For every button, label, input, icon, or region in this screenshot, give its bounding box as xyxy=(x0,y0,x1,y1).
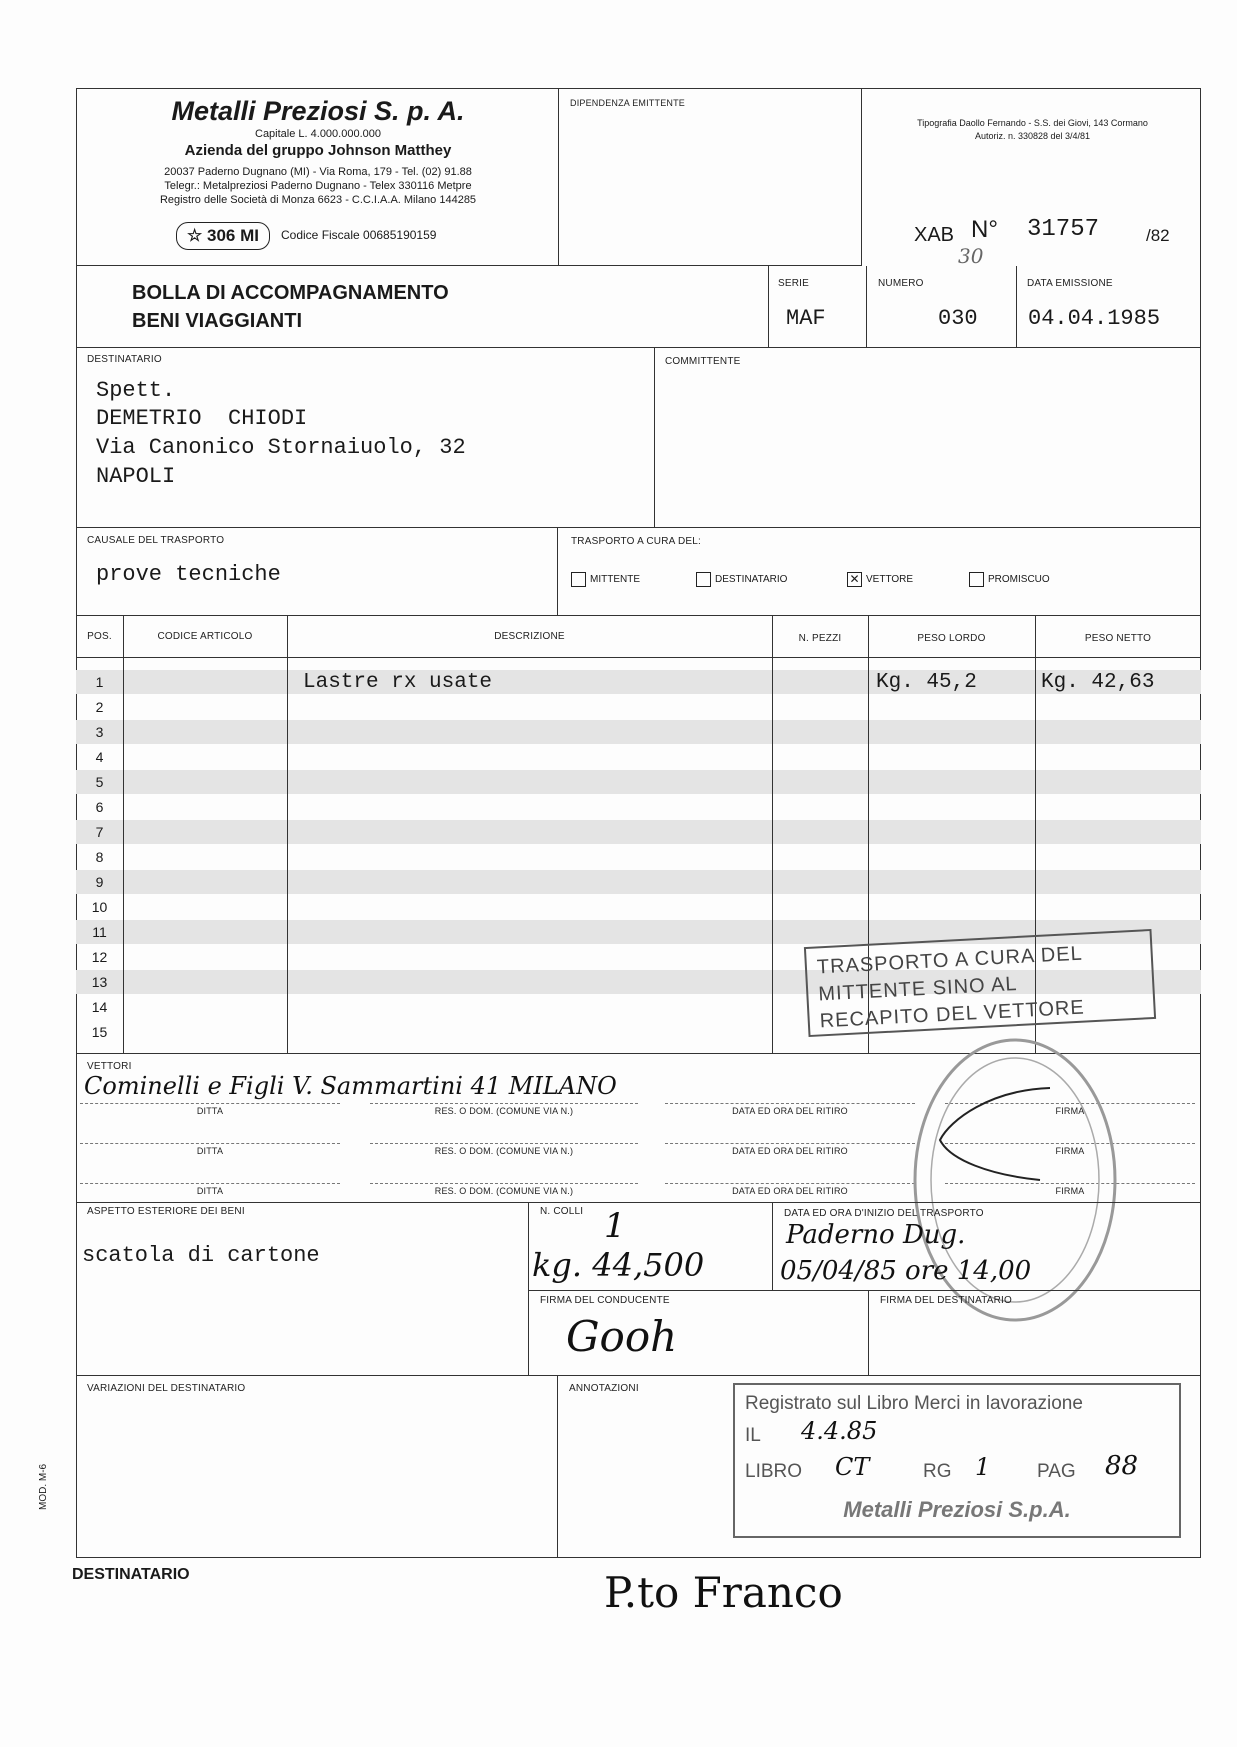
recipient-street: Via Canonico Stornaiuolo, 32 xyxy=(96,435,466,460)
col-header-lordo: PESO LORDO xyxy=(917,633,986,644)
row-pos: 4 xyxy=(95,749,104,765)
doc-no-label: N° xyxy=(971,216,998,243)
destinatario-checkbox[interactable] xyxy=(696,572,711,587)
firma-conducente-label: FIRMA DEL CONDUCENTE xyxy=(540,1295,670,1306)
footer-label: DESTINATARIO xyxy=(72,1566,190,1583)
vettori-line xyxy=(665,1143,915,1144)
table-stamp-line3: RECAPITO DEL VETTORE xyxy=(819,996,1086,1033)
firma-row-divider xyxy=(528,1290,1201,1291)
vettori-data-ora-label: DATA ED ORA DEL RITIRO xyxy=(732,1106,848,1116)
dipendenza-label: DIPENDENZA EMITTENTE xyxy=(570,98,686,108)
row-pos: 3 xyxy=(95,724,104,740)
data-value: 04.04.1985 xyxy=(1028,306,1161,331)
vettori-line xyxy=(370,1143,638,1144)
firma-destinatario-label: FIRMA DEL DESTINATARIO xyxy=(880,1295,1013,1306)
col-header-pezzi: N. PEZZI xyxy=(798,633,842,644)
doc-year: /82 xyxy=(1146,226,1170,245)
company-group: Azienda del gruppo Johnson Matthey xyxy=(184,142,452,159)
annotazioni-label: ANNOTAZIONI xyxy=(569,1383,639,1394)
footer-handwritten: P.to Franco xyxy=(604,1568,843,1617)
option-destinatario[interactable] xyxy=(696,572,787,587)
colli-count: 1 xyxy=(604,1206,626,1246)
variazioni-label: VARIAZIONI DEL DESTINATARIO xyxy=(87,1383,246,1394)
inizio-label: DATA ED ORA D'INIZIO DEL TRASPORTO xyxy=(784,1208,984,1219)
annotazioni-divider xyxy=(557,1376,558,1558)
vettori-ditta-label: DITTA xyxy=(196,1186,224,1196)
committente-divider xyxy=(654,348,655,528)
option-mittente[interactable] xyxy=(571,572,640,587)
registry-stamp xyxy=(733,1383,1181,1538)
option-vettore[interactable] xyxy=(847,572,913,587)
vettore-checkbox-checked[interactable]: ✕ xyxy=(847,572,862,587)
destinatario-label: DESTINATARIO xyxy=(87,354,162,365)
registry-stamp-company: Metalli Preziosi S.p.A. xyxy=(843,1497,1071,1522)
option-promiscuo[interactable] xyxy=(969,572,1050,587)
row-pos: 15 xyxy=(91,1024,108,1040)
col-header-netto: PESO NETTO xyxy=(1084,633,1152,644)
title-line1: BOLLA DI ACCOMPAGNAMENTO xyxy=(132,282,449,304)
company-name: Metalli Preziosi S. p. A. xyxy=(171,96,465,126)
vettori-line xyxy=(665,1183,915,1184)
registry-rg-label: RG xyxy=(923,1461,952,1482)
table-stamp xyxy=(804,929,1156,1037)
vettori-data-ora-label: DATA ED ORA DEL RITIRO xyxy=(732,1146,848,1156)
row-peso-netto: Kg. 42,63 xyxy=(1041,671,1155,694)
serie-value: MAF xyxy=(786,306,826,331)
row-pos: 1 xyxy=(95,674,104,690)
dipendenza-box xyxy=(559,88,862,266)
company-capital: Capitale L. 4.000.000.000 xyxy=(255,128,381,140)
vettori-label: VETTORI xyxy=(87,1061,132,1072)
vettori-firma-label: FIRMA xyxy=(1055,1106,1085,1116)
trasporto-options xyxy=(571,572,1191,592)
mittente-checkbox[interactable] xyxy=(571,572,586,587)
vettori-res-label: RES. O DOM. (COMUNE VIA N.) xyxy=(434,1106,574,1116)
row-pos: 11 xyxy=(92,924,107,940)
row-pos: 6 xyxy=(95,799,104,815)
fiscal-code: Codice Fiscale 00685190159 xyxy=(281,228,437,242)
doc-number: 31757 xyxy=(1027,216,1100,243)
inizio-divider xyxy=(772,1202,773,1290)
vettori-line xyxy=(80,1143,340,1144)
serie-label: SERIE xyxy=(778,278,810,289)
data-label: DATA EMISSIONE xyxy=(1027,278,1113,289)
vettori-res-label: RES. O DOM. (COMUNE VIA N.) xyxy=(434,1146,574,1156)
registry-pag-value: 88 xyxy=(1105,1451,1139,1481)
vettori-line xyxy=(80,1183,340,1184)
col-divider xyxy=(123,616,124,1054)
registry-libro-value: CT xyxy=(835,1453,870,1481)
aspetto-value: scatola di cartone xyxy=(82,1243,320,1268)
col-header-descrizione: DESCRIZIONE xyxy=(494,631,565,642)
vettori-line xyxy=(80,1103,340,1104)
vettori-data-ora-label: DATA ED ORA DEL RITIRO xyxy=(732,1186,848,1196)
registry-pag-label: PAG xyxy=(1037,1461,1076,1482)
option-mittente-label: MITTENTE xyxy=(590,574,640,586)
company-address2: Telegr.: Metalpreziosi Paderno Dugnano - Telex 330116 Metpre xyxy=(164,180,472,192)
side-code: MOD. M-6 xyxy=(38,1463,49,1510)
company-address3: Registro delle Società di Monza 6623 - C.C.I.A.A. Milano 144285 xyxy=(159,194,477,206)
company-badge: ☆ 306 MI xyxy=(176,222,270,250)
numero-value: 030 xyxy=(938,306,978,331)
vettori-handwritten: Cominelli e Figli V. Sammartini 41 MILANO xyxy=(84,1072,617,1100)
causale-value: prove tecniche xyxy=(96,562,281,587)
row-pos: 14 xyxy=(91,999,108,1015)
committente-label: COMMITTENTE xyxy=(665,356,741,367)
vettori-firma-label: FIRMA xyxy=(1055,1146,1085,1156)
row-peso-lordo: Kg. 45,2 xyxy=(876,671,977,694)
vettori-line xyxy=(370,1103,638,1104)
vettori-firma-label: FIRMA xyxy=(1055,1186,1085,1196)
row-pos: 12 xyxy=(91,949,108,965)
vettori-ditta-label: DITTA xyxy=(196,1106,224,1116)
row-pos: 8 xyxy=(95,849,104,865)
inizio-datetime: 05/04/85 ore 14,00 xyxy=(780,1256,1032,1286)
colli-label: N. COLLI xyxy=(540,1206,584,1217)
firma-conducente-signature: Gooh xyxy=(566,1312,678,1361)
option-destinatario-label: DESTINATARIO xyxy=(715,574,788,586)
doc-handnote: 30 xyxy=(958,244,984,268)
vettori-ditta-label: DITTA xyxy=(196,1146,224,1156)
causale-label: CAUSALE DEL TRASPORTO xyxy=(87,535,225,546)
numero-label: NUMERO xyxy=(878,278,924,289)
firma-dest-divider xyxy=(868,1290,869,1376)
colli-divider xyxy=(528,1202,529,1376)
col-divider xyxy=(287,616,288,1054)
printer-info: Tipografia Daollo Fernando - S.S. dei Giovi, 143 Cormano xyxy=(917,118,1148,128)
row-pos: 5 xyxy=(95,774,104,790)
table-stamp-line2: MITTENTE SINO AL xyxy=(817,973,1019,1006)
col-header-codice: CODICE ARTICOLO xyxy=(157,631,253,642)
recipient-name: DEMETRIO CHIODI xyxy=(96,406,308,431)
row-pos: 13 xyxy=(91,974,108,990)
option-vettore-label: VETTORE xyxy=(866,574,914,586)
registry-il-label: IL xyxy=(745,1425,761,1446)
registry-il-value: 4.4.85 xyxy=(801,1417,878,1445)
company-address1: 20037 Paderno Dugnano (MI) - Via Roma, 179 - Tel. (02) 91.88 xyxy=(164,166,472,178)
doc-prefix: XAB xyxy=(914,224,955,246)
row-pos: 10 xyxy=(91,899,108,915)
recipient-line1: Spett. xyxy=(96,378,176,403)
vettori-line xyxy=(665,1103,915,1104)
aspetto-label: ASPETTO ESTERIORE DEI BENI xyxy=(87,1206,245,1217)
registry-stamp-title: Registrato sul Libro Merci in lavorazione xyxy=(745,1393,1083,1414)
row-pos: 7 xyxy=(95,824,104,840)
table-stamp-line1: TRASPORTO A CURA DEL xyxy=(816,942,1084,979)
title-line2: BENI VIAGGIANTI xyxy=(132,310,303,332)
promiscuo-checkbox[interactable] xyxy=(969,572,984,587)
vettori-line xyxy=(370,1183,638,1184)
colli-weight: kg. 44,500 xyxy=(532,1246,705,1284)
col-divider xyxy=(772,616,773,1054)
option-promiscuo-label: PROMISCUO xyxy=(988,574,1050,586)
row-pos: 9 xyxy=(95,874,104,890)
registry-rg-value: 1 xyxy=(975,1453,991,1481)
col-header-pos: POS. xyxy=(87,631,112,642)
row-pos: 2 xyxy=(95,699,104,715)
trasporto-divider xyxy=(557,528,558,616)
registry-libro-label: LIBRO xyxy=(745,1461,803,1482)
row-description: Lastre rx usate xyxy=(303,671,493,694)
trasporto-label: TRASPORTO A CURA DEL: xyxy=(571,536,701,547)
vettori-res-label: RES. O DOM. (COMUNE VIA N.) xyxy=(434,1186,574,1196)
printer-auth: Autoriz. n. 330828 del 3/4/81 xyxy=(974,131,1091,141)
inizio-place: Paderno Dug. xyxy=(786,1220,966,1250)
recipient-city: NAPOLI xyxy=(96,464,176,489)
